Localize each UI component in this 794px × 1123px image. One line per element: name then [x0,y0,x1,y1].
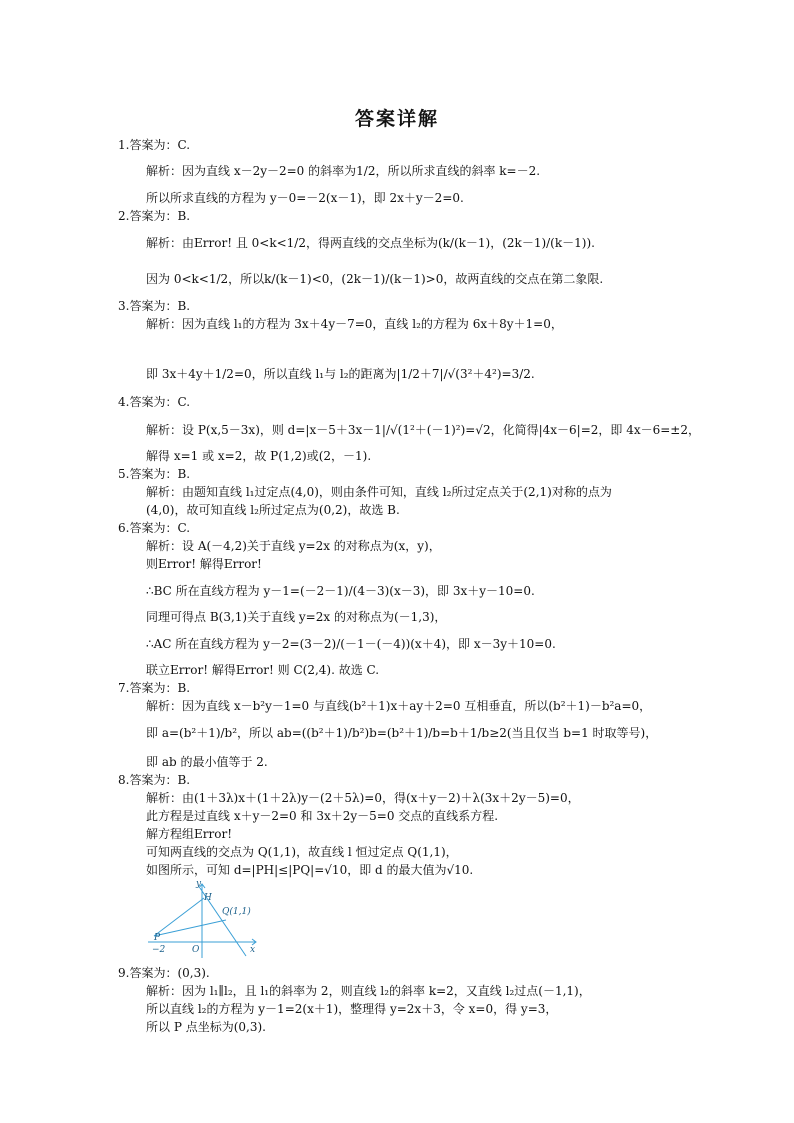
analysis-5-line-1: 解析：由题知直线 l₁过定点(4,0)，则由条件可知，直线 l₂所过定点关于(2,1)对称的点为 [146,485,612,499]
analysis-8-line-2: 此方程是过直线 x＋y－2=0 和 3x＋2y－5=0 交点的直线系方程. [146,809,499,823]
analysis-6-line-1: 解析：设 A(－4,2)关于直线 y=2x 的对称点为(x，y)， [146,539,441,553]
y-label: y [196,879,202,889]
analysis-6-line-2: 则Error! 解得Error! [146,557,262,571]
analysis-1-line-2: 所以所求直线的方程为 y－0=－2(x－1)，即 2x＋y－2=0. [146,191,464,205]
answer-2: 2.答案为：B. [118,209,191,223]
analysis-8-line-1: 解析：由(1＋3λ)x＋(1＋2λ)y－(2＋5λ)=0，得(x＋y－2)＋λ(3x＋2y－5)=0， [146,791,580,805]
q-label: Q(1,1) [222,907,251,917]
h-label: H [204,893,212,903]
answer-5: 5.答案为：B. [118,467,191,481]
answer-1: 1.答案为：C. [118,138,191,152]
analysis-8-line-4: 可知两直线的交点为 Q(1,1)，故直线 l 恒过定点 Q(1,1)， [146,845,458,859]
analysis-9-line-3: 所以 P 点坐标为(0,3). [146,1020,266,1034]
analysis-2-line-1: 解析：由Error! 且 0<k<1/2，得两直线的交点坐标为(k/(k－1)，(2k－1)/(k－1)). [146,236,595,250]
analysis-8-line-3: 解方程组Error! [146,827,233,841]
line-diagram-figure [146,878,262,960]
answer-3: 3.答案为：B. [118,299,191,313]
analysis-6-line-3: ∴BC 所在直线方程为 y－1=(－2－1)/(4－3)(x－3)，即 3x＋y－10=0. [146,584,535,598]
analysis-3-line-2: 即 3x＋4y＋1/2=0，所以直线 l₁与 l₂的距离为|1/2＋7|/√(3²＋4²)=3/2. [146,367,535,381]
analysis-5-line-2: (4,0)，故可知直线 l₂所过定点为(0,2)，故选 B. [146,503,400,517]
analysis-7-line-2: 即 a=(b²＋1)/b²，所以 ab=((b²＋1)/b²)b=(b²＋1)/b=b＋1/b≥2(当且仅当 b=1 时取等号)， [146,726,658,740]
analysis-1-line-1: 解析：因为直线 x－2y－2=0 的斜率为1/2，所以所求直线的斜率 k=－2. [146,164,541,178]
x-label: x [250,945,256,955]
analysis-7-line-3: 即 ab 的最小值等于 2. [146,755,268,769]
analysis-4-line-1: 解析：设 P(x,5－3x)，则 d=|x－5＋3x－1|/√(1²＋(－1)²)=√2，化简得|4x－6|=2，即 4x－6=±2， [146,423,700,437]
analysis-2-line-2: 因为 0<k<1/2，所以k/(k－1)<0，(2k－1)/(k－1)>0，故两直线的交点在第二象限. [146,272,604,286]
answer-9: 9.答案为：(0,3). [118,966,210,980]
origin-label: O [192,945,200,955]
analysis-7-line-1: 解析：因为直线 x－b²y－1=0 与直线(b²＋1)x＋ay＋2=0 互相垂直，所以(b²＋1)－b²a=0， [146,699,652,713]
analysis-8-line-5: 如图所示，可知 d=|PH|≤|PQ|=√10，即 d 的最大值为√10. [146,863,474,877]
analysis-3-line-1: 解析：因为直线 l₁的方程为 3x＋4y－7=0，直线 l₂的方程为 6x＋8y＋1=0， [146,317,563,331]
page-title: 答案详解 [354,108,439,130]
answer-8: 8.答案为：B. [118,773,191,787]
p-label: P [154,933,161,943]
analysis-6-line-6: 联立Error! 解得Error! 则 C(2,4). 故选 C. [146,663,380,677]
analysis-4-line-2: 解得 x=1 或 x=2，故 P(1,2)或(2，－1). [146,449,372,463]
analysis-6-line-4: 同理可得点 B(3,1)关于直线 y=2x 的对称点为(－1,3)， [146,610,447,624]
analysis-9-line-1: 解析：因为 l₁∥l₂，且 l₁的斜率为 2，则直线 l₂的斜率 k=2，又直线 l₂过点(－1,1)， [146,984,591,998]
analysis-9-line-2: 所以直线 l₂的方程为 y－1=2(x＋1)，整理得 y=2x＋3，令 x=0，得 y=3， [146,1002,558,1016]
neg2-label: −2 [152,945,166,955]
answer-6: 6.答案为：C. [118,521,191,535]
analysis-6-line-5: ∴AC 所在直线方程为 y－2=(3－2)/(－1－(－4))(x＋4)，即 x－3y＋10=0. [146,637,556,651]
answer-4: 4.答案为：C. [118,395,191,409]
answer-7: 7.答案为：B. [118,681,191,695]
